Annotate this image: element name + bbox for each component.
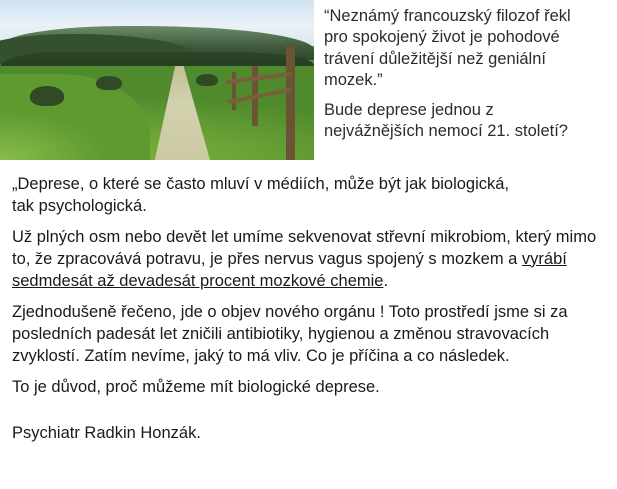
paragraph-microbiome-period: . <box>383 271 389 290</box>
paragraph-microbiome-emphasis: vyrábí sedmdesát až devadesát procent mozkové chemie <box>12 249 567 290</box>
quote-followup-line-2: nejvážnějších nemocí 21. století? <box>324 122 568 141</box>
quote-line-1: “Neznámý francouzský filozof řekl <box>324 7 571 25</box>
paragraph-new-organ: Zjednodušeně řečeno, jde o objev nového orgánu ! Toto prostředí jsme si za posledních padesát let zničili antibiotiky, hygienou a změnou stravovacích zvyklostí. Zatím nevíme, jaký to má vliv. Co je příčina a co následek. <box>12 302 568 365</box>
paragraph-intro-line-1: „Deprese, o které se často mluví v médiích, může být jak biologická, <box>12 175 510 193</box>
paragraph-microbiome-text: Už plných osm nebo devět let umíme sekvenovat střevní mikrobiom, který mimo to, že zpracovává potravu, je přes nervus vagus spojený s mozkem a <box>12 227 597 268</box>
quote-line-4: mozek.” <box>324 71 383 90</box>
quote-line-2: pro spokojený život je pohodové <box>324 28 560 47</box>
quote-line-3: trávení důležitější než geniální <box>324 49 546 68</box>
paragraph-intro <box>12 174 605 218</box>
mountain-meadow-path-photo <box>0 0 314 160</box>
photo-shrub-2 <box>96 76 122 90</box>
photo-fence-post-3 <box>232 72 236 110</box>
header-section <box>0 0 617 160</box>
paragraph-conclusion: To je důvod, proč můžeme mít biologické deprese. <box>12 377 380 396</box>
photo-shrub-3 <box>196 74 218 86</box>
paragraph-intro-line-2: tak psychologická. <box>12 196 147 215</box>
paragraph-microbiome <box>12 227 605 293</box>
photo-fence-post-1 <box>286 46 295 160</box>
article-body <box>0 160 617 445</box>
pull-quote <box>314 0 617 143</box>
quote-followup-line-1: Bude deprese jednou z <box>324 100 494 119</box>
author-signature: Psychiatr Radkin Honzák. <box>12 424 201 443</box>
spacer <box>12 407 605 423</box>
photo-shrub-1 <box>30 86 64 106</box>
